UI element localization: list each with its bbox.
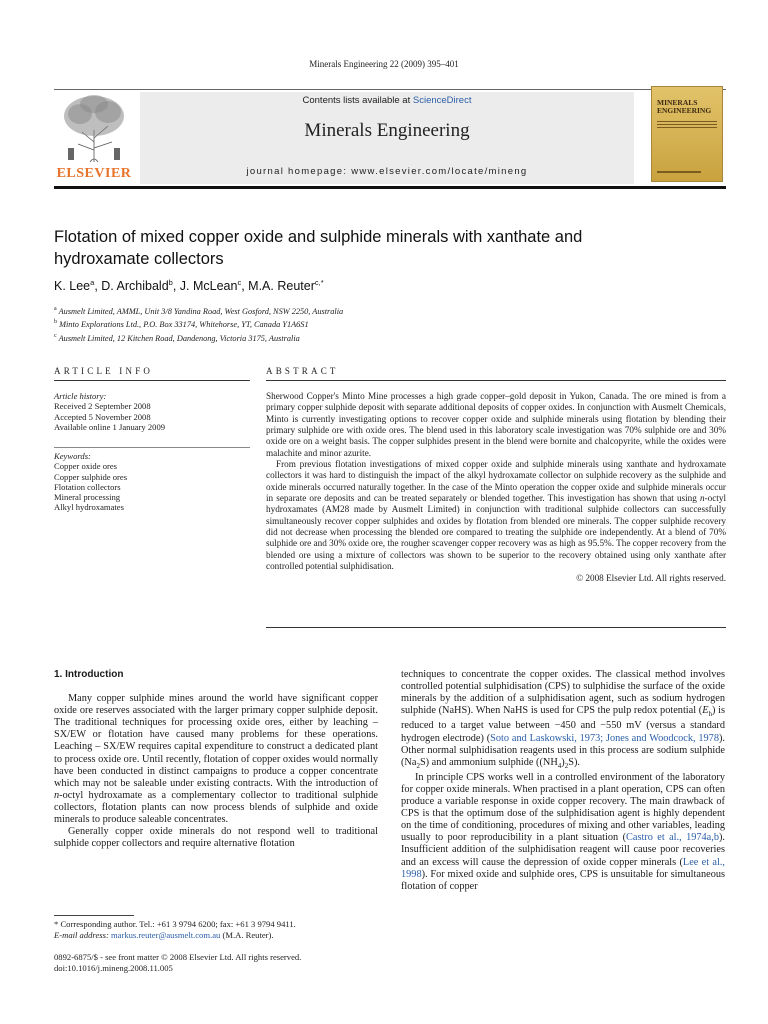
affiliation-sup: b: [54, 319, 57, 326]
masthead-banner: [140, 92, 634, 184]
author-name[interactable]: J. McLean: [179, 279, 238, 294]
elsevier-tree-icon: [54, 92, 134, 164]
journal-cover-thumbnail[interactable]: [651, 86, 723, 182]
affiliation-line: [54, 317, 654, 330]
cover-decoration: [657, 121, 717, 122]
footnote-email-line: [54, 930, 384, 941]
article-title: Flotation of mixed copper oxide and sulphide minerals with xanthate and hydroxamate collectors: [54, 228, 583, 268]
article-info-rule: [54, 380, 250, 381]
body-subscript: 2: [564, 761, 569, 770]
body-column-left: [54, 669, 378, 850]
email-label: E-mail address:: [54, 929, 111, 940]
cover-title-line-2: ENGINEERING: [657, 106, 712, 115]
abstract-body: [266, 391, 726, 584]
author-name[interactable]: D. Archibald: [101, 279, 169, 294]
body-subscript: 4: [557, 761, 562, 770]
accepted-date: Accepted 5 November 2008: [54, 411, 151, 422]
abstract-text: -octyl hydroxamates (AM28 made by Ausmelt Limited) in conjunction with traditional sulphide collectors can successfully simultaneously recover copper sulphides and oxides by flotation from blended ore minerals. The copper sulphide recovery did not decrease when processing the blended ore compared to treating the sulphide ore independently. At a blend of 70% sulphide ore and 30% oxide ore, the rougher scavenger copper recovery was as high as 95.5%. The copper recovery from the blended ore using a mixture of collectors was shown to be superior to the recovery obtained using only xanthate after controlled potential sulphidisation.: [266, 493, 726, 572]
affiliation-text: Minto Explorations Ltd., P.O. Box 33174, Whitehorse, YT, Canada Y1A6S1: [59, 320, 309, 330]
affiliation-line: [54, 331, 654, 344]
article-info-heading: ARTICLE INFO: [54, 366, 154, 376]
keyword: Copper sulphide ores: [54, 471, 128, 482]
copyright-notice: © 2008 Elsevier Ltd. All rights reserved.: [576, 572, 726, 583]
journal-name: Minerals Engineering: [304, 120, 470, 141]
online-date: Available online 1 January 2009: [54, 421, 166, 432]
body-text: -octyl hydroxamate as a complementary collector to traditional sulphide collectors, flotation plants can now process blends of sulphide and oxide minerals to produce saleable concentrates.: [54, 789, 378, 826]
author-affil-sup: b: [168, 278, 173, 287]
abstract-bottom-rule: [266, 627, 726, 628]
affiliation-line: [54, 304, 654, 317]
body-text: S).: [568, 756, 580, 768]
author-name[interactable]: K. Lee: [54, 279, 91, 294]
body-text: ). Other normal sulphidisation reagents used in this process are sodium sulphide (Na: [401, 732, 725, 768]
body-text: ). Insufficient addition of the sulphidisation reagent will cause poor recoveries and an excess will cause the depression of oxide copper minerals (: [401, 832, 725, 868]
cover-footer-mark: [657, 171, 701, 173]
issn-line: 0892-6875/$ - see front matter © 2008 Elsevier Ltd. All rights reserved.: [54, 952, 302, 962]
footnote-contact: * Corresponding author. Tel.: +61 3 9794 6200; fax: +61 3 9794 9411.: [54, 919, 296, 929]
abstract-text: From previous flotation investigations of mixed copper oxide and sulphide minerals using xanthate and hydroxamate collectors it was hard to distinguish the impact of the alkyl hydroxamate collector on sulphide recovery as the sulphide and oxide minerals occurred naturally together. In the case of the Minto operation the copper oxide and sulphide minerals occur in separate ore deposits and can be treated separately or blended together. This investigation has shown that using: [266, 459, 726, 504]
affiliation-sup: c: [54, 332, 57, 339]
body-column-right: [401, 669, 725, 893]
keyword: Mineral processing: [54, 492, 121, 503]
keyword: Alkyl hydroxamates: [54, 502, 124, 513]
sciencedirect-link[interactable]: ScienceDirect: [412, 95, 472, 106]
received-date: Received 2 September 2008: [54, 401, 151, 412]
issn-doi-block: [54, 952, 394, 973]
body-paragraph: [401, 669, 725, 772]
contents-availability: [140, 95, 634, 106]
article-history: [54, 391, 250, 432]
abstract-paragraph-1: Sherwood Copper's Minto Mine processes a high grade copper–gold deposit in Yukon, Canada. The ore mined is from a primary copper sulphide deposit with separate additional deposits of copper oxides. In conjunction with Ausmelt Chemicals, Minto is currently investigating options to recover copper oxide and sulphide minerals using flotation by blending their primary sulphide ore with oxide ores. The blend used in this laboratory scale investigation was 70% sulphide ore and 30% oxide ore on a weight basis. The copper sulphides present in the blend were bornite and chalcopyrite, while the oxides were malachite and minor azurite.: [266, 391, 726, 458]
body-italic: E: [702, 705, 709, 717]
body-subscript: 2: [416, 761, 420, 770]
affiliation-text: Ausmelt Limited, AMML, Unit 3/8 Yandina Road, West Gosford, NSW 2250, Australia: [58, 306, 344, 316]
body-subscript: h: [708, 710, 713, 719]
affiliations: [54, 304, 654, 344]
cover-title: [657, 99, 719, 115]
journal-reference: Minerals Engineering 22 (2009) 395–401: [309, 59, 459, 69]
body-text: ): [561, 756, 565, 768]
masthead-top-rule: [54, 89, 726, 90]
keywords: [54, 451, 250, 513]
citation-link[interactable]: Soto and Laskowski, 1973; Jones and Woodcock, 1978: [490, 732, 719, 744]
body-italic: n: [54, 789, 60, 801]
body-text: S) and ammonium sulphide ((NH: [419, 756, 558, 768]
keywords-label: Keywords:: [54, 451, 91, 461]
info-divider: [54, 447, 250, 448]
abstract-paragraph-2: [266, 459, 726, 572]
section-heading-introduction: 1. Introduction: [54, 669, 124, 680]
journal-homepage-link[interactable]: journal homepage: www.elsevier.com/locate/mineng: [246, 166, 528, 177]
masthead-bottom-rule: [54, 186, 726, 189]
doi-link[interactable]: doi:10.1016/j.mineng.2008.11.005: [54, 962, 173, 973]
body-paragraph: [401, 772, 725, 893]
keyword: Flotation collectors: [54, 481, 121, 492]
citation-link[interactable]: Castro et al., 1974a,b: [626, 832, 719, 844]
body-text: ). For mixed oxide and sulphide ores, CPS is unsuitable for simultaneous flotation of copper: [401, 868, 725, 892]
corresponding-author-footnote: [54, 919, 384, 940]
body-text: Many copper sulphide mines around the world have significant copper oxide ore reserves associated with the larger primary copper sulphide deposit. The traditional techniques for processing oxide ores, either by leaching – SX/EW or flotation have caused many problems for these operations. Leaching – SX/EW requires capital expenditure to construct a dedicated plant to process oxide ore. Until recently, flotation of copper oxides would normally have been conducted in distinct campaigns to produce a copper concentrate which may not be saleable under existing contracts. With the introduction of: [54, 693, 378, 789]
affiliation-sup: a: [54, 306, 57, 312]
body-paragraph: Generally copper oxide minerals do not respond well to traditional sulphide copper collectors and require alternative flotation: [54, 826, 378, 850]
elsevier-logo[interactable]: [54, 92, 134, 184]
abstract-rule: [266, 380, 726, 381]
publisher-name: ELSEVIER: [56, 166, 132, 181]
body-paragraph: [54, 693, 378, 826]
abstract-italic: n: [699, 493, 705, 504]
author-affil-sup: a: [90, 278, 95, 287]
affiliation-text: Ausmelt Limited, 12 Kitchen Road, Dandenong, Victoria 3175, Australia: [58, 333, 300, 343]
contents-prefix: Contents lists available at: [302, 95, 413, 106]
email-link[interactable]: markus.reuter@ausmelt.com.au: [110, 929, 221, 940]
body-text: ) is reduced to a target value between −450 and −550 mV (versus a standard hydrogen electrode) (: [401, 705, 726, 744]
author-list: K. Lee$^a$, D. Archibald$^b$, J. McLean$^c$, M.A. Reuter$^{c,*}$: [54, 278, 324, 294]
footnote-rule: [54, 915, 134, 916]
body-text: techniques to concentrate the copper oxides. The classical method involves controlled potential sulphidisation (CPS) to sulphidise the surface of the oxide minerals by the addition of a sulphidisation agent, such as sodium hydrogen sulphide (NaHS). When NaHS is used for CPS the pulp redox potential (: [401, 669, 725, 717]
body-text: In principle CPS works well in a controlled environment of the laboratory for copper oxide minerals. When practised in a plant operation, CPS can often produce a variable response in oxide copper recovery. The main drawback of CPS is that the optimum dose of the sulphidisation agent is highly dependent on the time of conditioning, procedures of mixing and other variables, leading usually to poor reproducibility in a plant situation (: [401, 771, 725, 844]
history-label: Article history:: [54, 391, 107, 401]
author-affil-sup: c,*: [314, 278, 324, 287]
email-suffix: (M.A. Reuter).: [220, 929, 274, 940]
cover-title-line-1: MINERALS: [657, 98, 698, 107]
author-affil-sup: c: [237, 278, 242, 287]
author-name[interactable]: M.A. Reuter: [248, 279, 315, 294]
citation-link[interactable]: Lee et al., 1998: [401, 856, 725, 880]
keyword: Copper oxide ores: [54, 461, 118, 472]
abstract-heading: ABSTRACT: [266, 366, 339, 376]
